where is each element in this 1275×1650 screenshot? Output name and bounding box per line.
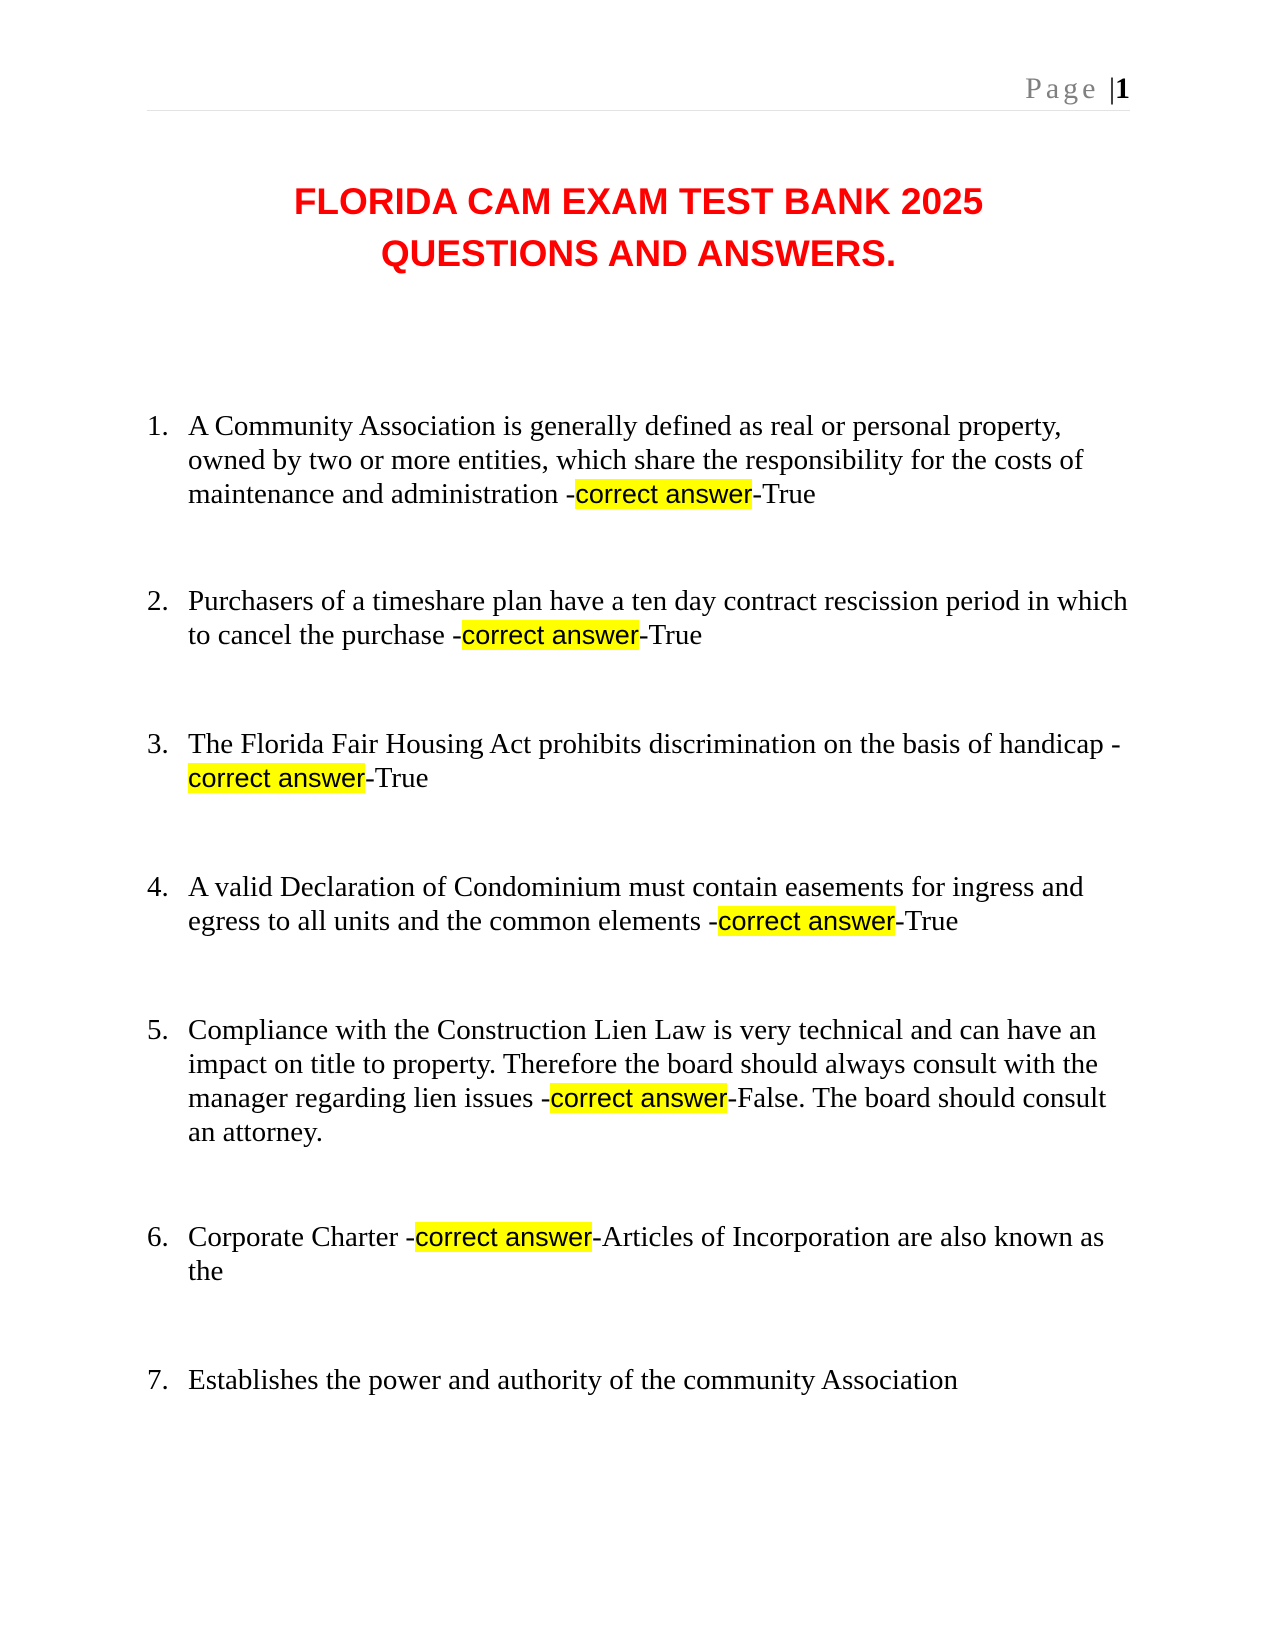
item-number: 1.: [147, 410, 169, 442]
correct-answer-marker: correct answer: [415, 1222, 593, 1252]
question-text: A Community Association is generally defined as real or personal property, owned by two or more entities, which share the responsibility for the costs of maintenance and administration -: [188, 410, 1084, 510]
item-text: [188, 1220, 1130, 1288]
item-number: 3.: [147, 728, 169, 760]
item-text: [188, 1013, 1130, 1149]
question-text: Establishes the power and authority of the community Association: [188, 1364, 958, 1396]
list-item-7: [147, 1363, 1130, 1397]
list-item-3: [147, 727, 1130, 795]
title-line-1: FLORIDA CAM EXAM TEST BANK 2025: [293, 181, 984, 222]
item-number: 7.: [147, 1364, 169, 1396]
answer-text: -True: [638, 619, 703, 651]
correct-answer-marker: correct answer: [550, 1083, 728, 1113]
page-number-label: [1025, 72, 1130, 106]
page-header: [147, 70, 1130, 111]
answer-text: -True: [895, 905, 959, 937]
document-title: [147, 176, 1130, 280]
list-item-6: [147, 1220, 1130, 1288]
list-item-2: [147, 584, 1130, 652]
correct-answer-marker: correct answer: [461, 620, 639, 650]
question-text: Corporate Charter -: [188, 1221, 416, 1253]
page-separator: |: [1108, 72, 1115, 105]
item-text: [188, 409, 1130, 511]
item-number: 5.: [147, 1014, 169, 1046]
page-number: 1: [1115, 72, 1130, 105]
item-number: 2.: [147, 585, 169, 617]
list-item-5: [147, 1013, 1130, 1149]
question-text: Compliance with the Construction Lien Law is very technical and can have an impact on title to property. Therefore the board should always consult with the manager regarding lien issues -: [188, 1014, 1099, 1114]
item-text: [188, 870, 1130, 938]
question-text: The Florida Fair Housing Act prohibits discrimination on the basis of handicap -: [188, 728, 1121, 760]
title-line-2: QUESTIONS AND ANSWERS.: [380, 233, 897, 274]
item-number: 6.: [147, 1221, 169, 1253]
correct-answer-marker: correct answer: [188, 763, 366, 793]
item-text: [188, 1363, 1130, 1397]
answer-text: -Articles of Incorporation are also known as the: [188, 1221, 1105, 1287]
item-text: [188, 584, 1130, 652]
answer-text: -True: [752, 478, 816, 510]
answer-text: -False. The board should consult an attorney.: [188, 1082, 1107, 1148]
list-item-4: [147, 870, 1130, 938]
correct-answer-marker: correct answer: [717, 906, 895, 936]
correct-answer-marker: correct answer: [575, 479, 753, 509]
question-text: Purchasers of a timeshare plan have a ten day contract rescission period in which to cancel the purchase -: [188, 585, 1128, 651]
question-text: A valid Declaration of Condominium must contain easements for ingress and egress to all units and the common elements -: [188, 871, 1084, 937]
list-item-1: [147, 409, 1130, 511]
item-number: 4.: [147, 871, 169, 903]
page-word: Page: [1025, 72, 1100, 105]
item-text: [188, 727, 1130, 795]
answer-text: -True: [365, 762, 429, 794]
